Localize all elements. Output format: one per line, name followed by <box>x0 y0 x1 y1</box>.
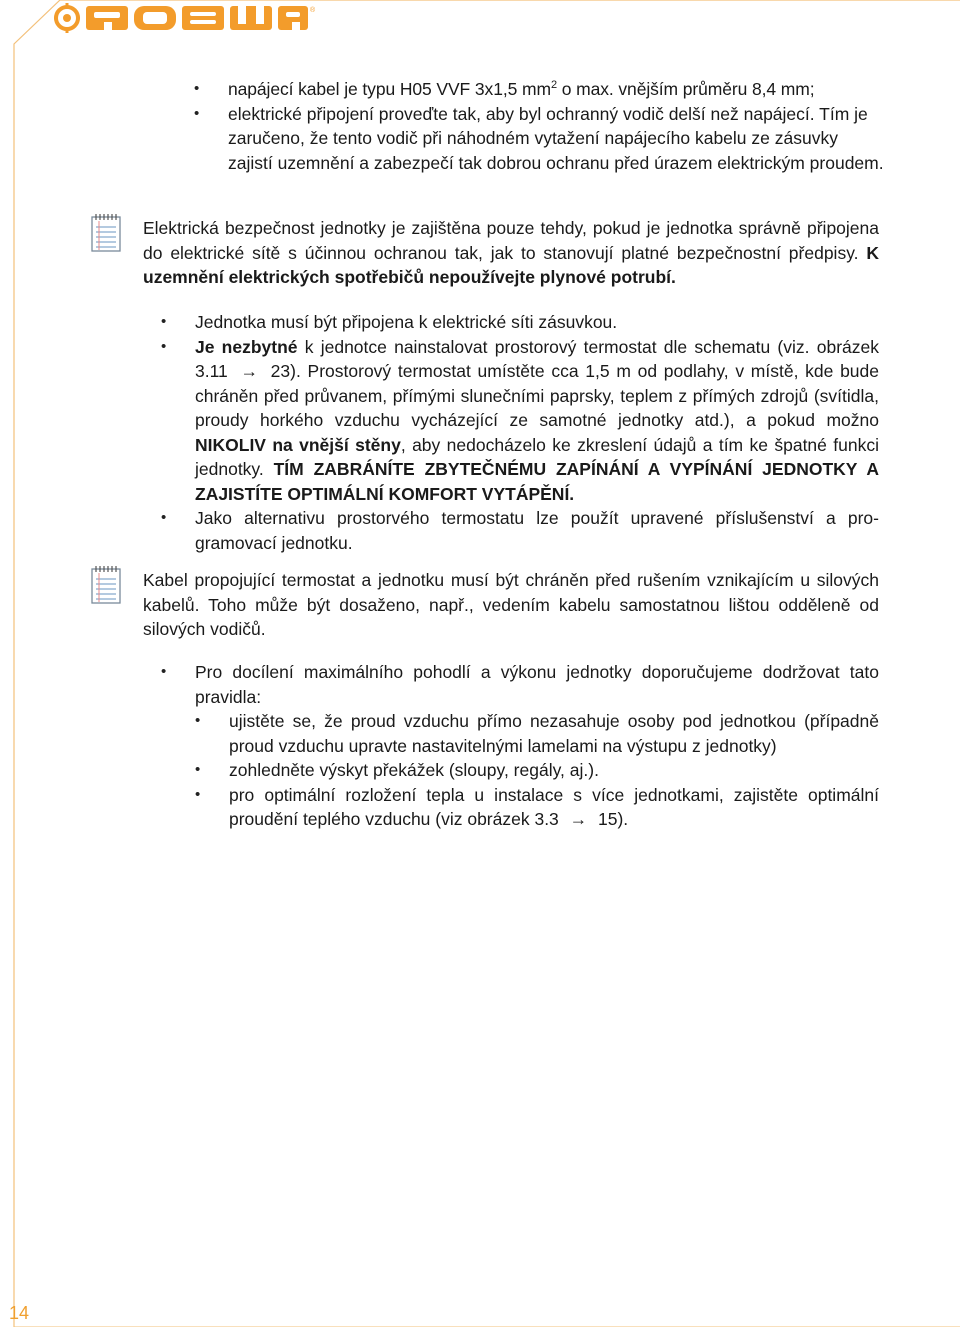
item-text: zohledněte výskyt překážek (sloupy, regály, aj.). <box>229 760 599 780</box>
item-text: k jednotce nainstalovat prostorový termostat dle schematu (viz. obrázek 3.11 <box>195 336 879 381</box>
item-text: napájecí kabel je typu H05 VVF 3x1,5 mm <box>228 79 551 99</box>
page-number: 14 <box>8 1303 30 1323</box>
bold-text: Je nezbytné <box>195 336 298 357</box>
bold-text: NIKOLIV na vnější stěny <box>195 434 401 455</box>
notepad-icon <box>90 565 124 605</box>
bold-text: TÍM ZABRÁNÍTE ZBYTEČNÉMU ZAPÍNÁNÍ A VYPÍNÁNÍ JEDNOTKY A ZAJISTÍTE OPTIMÁLNÍ KOMFORT VYTÁPĚNÍ. <box>195 459 879 504</box>
item-text: ujistěte se, že proud vzduchu přímo nezasahuje osoby pod jednotkou (případně proud vzduchu upravte nastavitelnými lamelami na výstupu z jednotky) <box>229 711 879 756</box>
list-item <box>194 77 884 102</box>
list-item <box>161 660 879 832</box>
item-text: o max. vnějším průměru 8,4 mm; <box>556 79 815 99</box>
list-item <box>194 102 884 176</box>
notepad-icon <box>90 213 124 253</box>
superscript: 2 <box>550 79 557 92</box>
sub-list-item <box>195 709 879 758</box>
sub-list-item <box>195 783 879 832</box>
item-text: , aby nedocházelo ke zkreslení údajů a tím ke špatné funkci jednotky. <box>195 434 879 479</box>
sub-list-item <box>195 758 879 783</box>
item-text: Jako alternativu prostorvého termostatu lze použít upravené příslušenství a programovací jednotku. <box>195 508 879 553</box>
item-text: 23). Prostorový termostat umístěte cca 1,5 m od podlahy, v místě, kde bude chráněn před průvanem, přímými slunečními paprsky, teplem z přímých zdrojů (svítidla, proudy horkého vzduchu vycházející ze samotné jednotky atd.), a pokud možno <box>195 361 879 430</box>
bullet-list-thermostat <box>161 310 879 555</box>
note-text: Elektrická bezpečnost jednotky je zajištěna pouze tehdy, pokud je jednotka správně připojena do elektrické sítě s účinnou ochranou tak, jak to stanovují platné bezpečnostní předpisy. <box>143 218 879 263</box>
note-bold-warning: K uzemnění elektrických spotřebičů nepoužívejte plynové potrubí. <box>143 242 879 287</box>
note-electrical-safety <box>143 216 879 290</box>
bullet-list-comfort <box>161 660 879 832</box>
list-item <box>161 335 879 507</box>
robur-logo <box>54 3 314 33</box>
arrow-icon: → <box>569 809 588 829</box>
item-text: elektrické připojení proveďte tak, aby byl ochranný vodič delší než napájecí. Tím je zaručeno, že tento vodič při náhodném vytažení napájecího kabelu ze zásuvky zajistí uzemnění a zabezpečí tak dobrou ochranu před úrazem elektrickým proudem. <box>228 103 884 173</box>
note-text: Kabel propojující termostat a jednotku musí být chráněn před rušením vznikajícím u silových kabelů. Toho může být dosaženo, např., vedením kabelu samostatnou lištou odděleně od silových vodičů. <box>143 570 879 639</box>
list-item <box>161 310 879 335</box>
svg-text:®: ® <box>310 7 316 14</box>
bullet-list-cable <box>194 77 884 175</box>
item-text: Jednotka musí být připojena k elektrické síti zásuvkou. <box>195 312 618 332</box>
item-text: 15). <box>593 809 629 829</box>
arrow-icon: → <box>240 361 258 381</box>
sub-list <box>195 709 879 832</box>
list-item <box>161 506 879 555</box>
item-text: pro optimální rozložení tepla u instalace s více jednotkami, zajistěte optimální proudění teplého vzduchu (viz obrázek 3.3 <box>229 784 879 829</box>
item-text: Pro docílení maximálního pohodlí a výkonu jednotky doporučujeme dodržovat tato pravidla: <box>195 662 879 707</box>
note-thermostat-cable <box>143 568 879 642</box>
